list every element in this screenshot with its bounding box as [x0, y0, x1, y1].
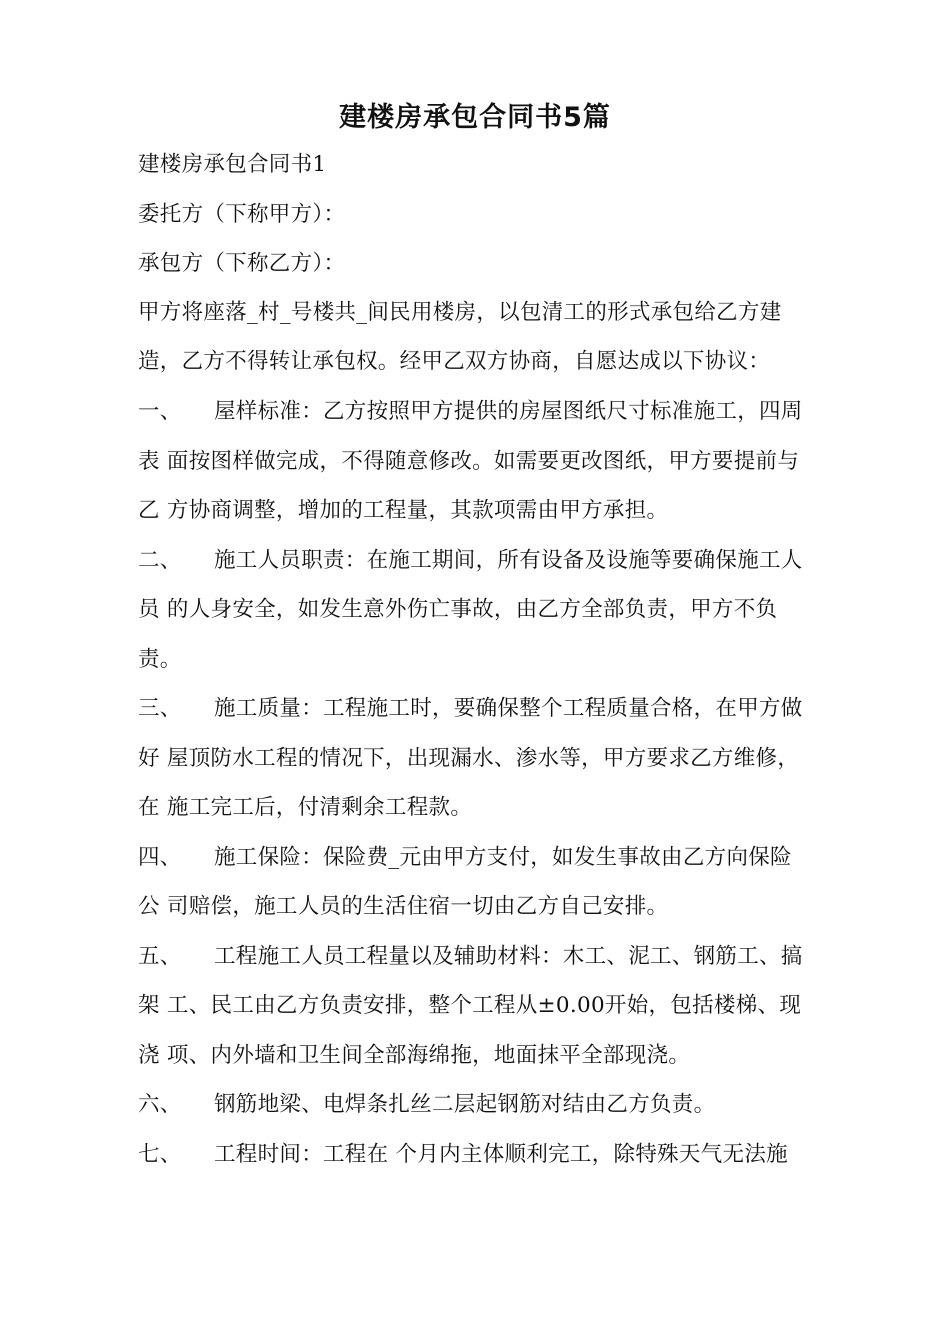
intro-line: 造，乙方不得转让承包权。经甲乙双方协商，自愿达成以下协议： — [138, 349, 771, 374]
clause-text: 工程时间：工程在 个月内主体顺利完工，除特殊天气无法施 — [214, 1142, 788, 1167]
intro-line: 甲方将座落_村_号楼共_间民用楼房，以包清工的形式承包给乙方建 — [138, 300, 782, 325]
clause-text: 施工质量：工程施工时，要确保整个工程质量合格，在甲方做 — [214, 696, 803, 721]
clause-number: 一、 — [138, 399, 182, 424]
clause-line: 架 工、民工由乙方负责安排，整个工程从±0.00开始，包括楼梯、现 — [138, 993, 802, 1018]
clause-number: 二、 — [138, 548, 182, 573]
clause-first-line — [138, 843, 792, 873]
clause-line: 在 施工完工后，付清剩余工程款。 — [138, 795, 473, 820]
party-b-line: 承包方（下称乙方）： — [138, 251, 346, 276]
document-subtitle: 建楼房承包合同书1 — [138, 152, 327, 177]
clause-first-line — [138, 694, 803, 724]
clause-number: 四、 — [138, 845, 182, 870]
clause-line: 公 司赔偿，施工人员的生活住宿一切由乙方自己安排。 — [138, 894, 669, 919]
clause-number: 五、 — [138, 944, 182, 969]
clause-line: 表 面按图样做完成，不得随意修改。如需要更改图纸，甲方要提前与 — [138, 449, 800, 474]
clause-line: 责。 — [138, 647, 182, 672]
clause-text: 屋样标准：乙方按照甲方提供的房屋图纸尺寸标准施工，四周 — [214, 399, 803, 424]
clause-text: 钢筋地梁、电焊条扎丝二层起钢筋对结由乙方负责。 — [214, 1092, 716, 1117]
document-title: 建楼房承包合同书5篇 — [339, 102, 611, 133]
clause-text: 工程施工人员工程量以及辅助材料：木工、泥工、钢筋工、搞 — [214, 944, 803, 969]
clause-first-line — [138, 546, 803, 576]
clause-line: 乙 方协商调整，增加的工程量，其款项需由甲方承担。 — [138, 498, 669, 523]
clause-number: 六、 — [138, 1092, 182, 1117]
clause-text: 施工人员职责：在施工期间，所有设备及设施等要确保施工人 — [214, 548, 803, 573]
clause-number: 三、 — [138, 696, 182, 721]
clause-first-line — [138, 1090, 715, 1120]
clause-first-line — [138, 397, 803, 427]
party-a-line: 委托方（下称甲方）： — [138, 202, 346, 227]
clause-line: 浇 项、内外墙和卫生间全部海绵拖，地面抹平全部现浇。 — [138, 1043, 691, 1068]
clause-first-line — [138, 942, 803, 972]
clause-line: 员 的人身安全，如发生意外伤亡事故，由乙方全部负责，甲方不负 — [138, 597, 778, 622]
clause-first-line — [138, 1140, 788, 1170]
clause-text: 施工保险：保险费_元由甲方支付，如发生事故由乙方向保险 — [214, 845, 792, 870]
clause-line: 好 屋顶防水工程的情况下，出现漏水、渗水等，甲方要求乙方维修， — [138, 746, 800, 771]
clause-number: 七、 — [138, 1142, 182, 1167]
